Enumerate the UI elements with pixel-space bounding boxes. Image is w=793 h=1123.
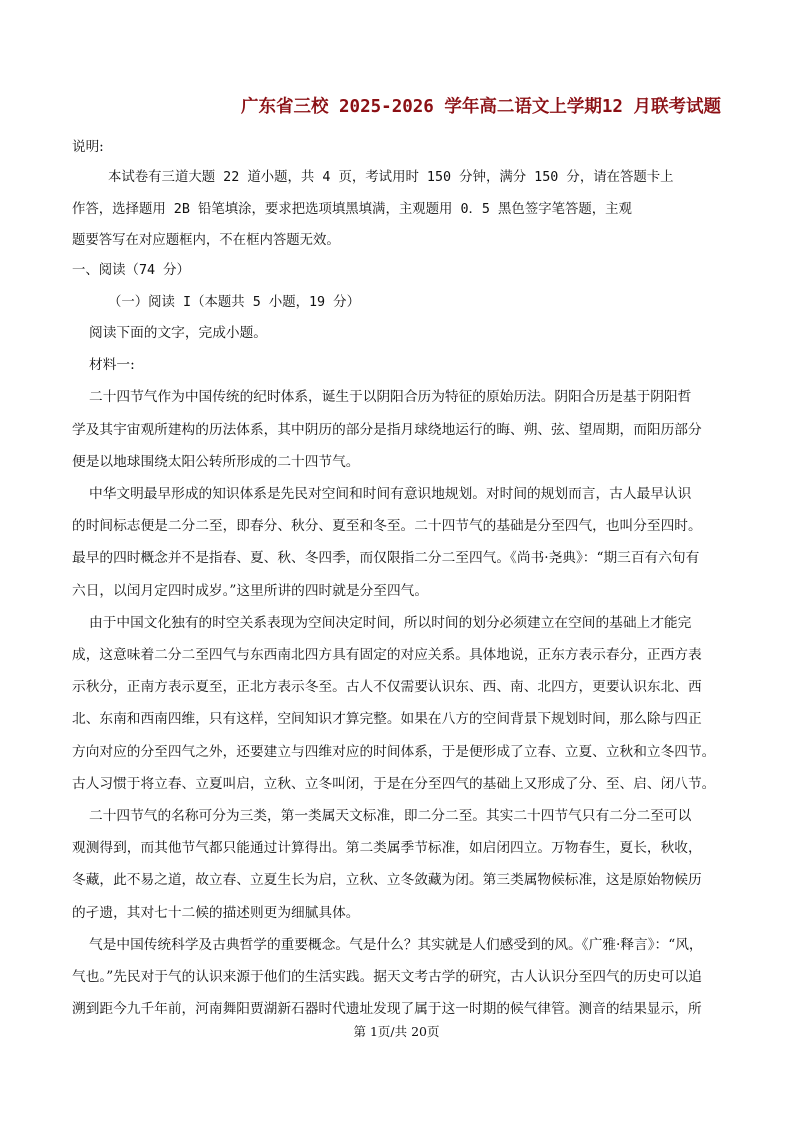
section-intro [72, 255, 732, 318]
passage-line: 溯到距今九千年前，河南舞阳贾湖新石器时代遗址发现了属于这一时期的候气律管。测音的结果显示，所 [72, 1001, 702, 1018]
passage-line: 的时间标志便是二分二至，即春分、秋分、夏至和冬至。二十四节气的基础是分至四气，也叫分至四时。 [72, 518, 702, 535]
reading-prompt: 阅读下面的文字，完成小题。 [89, 325, 267, 341]
passage-line: 中华文明最早形成的知识体系是先民对空间和时间有意识地规划。对时间的规划而言，古人最早认识 [89, 486, 692, 503]
instruction-line: 作答，选择题用 2B 铅笔填涂，要求把选项填黑填满，主观题用 0．5 黑色签字笔答题，主观 [72, 201, 632, 217]
passage-line: 古人习惯于将立春、立夏叫启，立秋、立冬叫闭，于是在分至四气的基础上又形成了分、至、启、闭八节。 [72, 775, 716, 792]
instruction-line: 本试卷有三道大题 22 道小题，共 4 页，考试用时 150 分钟，满分 150 分，请在答题卡上 [108, 170, 674, 185]
reading-passage [72, 317, 732, 1025]
passage-line: 二十四节气的名称可分为三类，第一类属天文标准，即二分二至。其实二十四节气只有二分二至可以 [89, 808, 692, 825]
passage-line: 冬藏，此不易之道，故立春、立夏生长为启，立秋、立冬敛藏为闭。第三类属物候标准，这是原始物候历 [72, 872, 702, 889]
passage-line: 成，这意味着二分二至四气与东西南北四方具有固定的对应关系。具体地说，正东方表示春分，正西方表 [72, 647, 702, 664]
instructions [72, 162, 732, 257]
page-footer: 第 1页/共 20页 [353, 1024, 440, 1039]
passage-line: 的孑遗，其对七十二候的描述则更为细腻具体。 [72, 904, 360, 921]
passage-line: 气是中国传统科学及古典哲学的重要概念。气是什么？其实就是人们感受到的风。《广雅·释言》：“风， [89, 936, 703, 953]
passage-line: 北、东南和西南四维，只有这样，空间知识才算完整。如果在八方的空间背景下规划时间，那么除与四正 [72, 711, 702, 728]
passage-line: 由于中国文化独有的时空关系表现为空间决定时间，所以时间的划分必须建立在空间的基础上才能完 [89, 614, 692, 631]
passage-line: 观测得到，而其他节气都只能通过计算得出。第二类属季节标准，如启闭四立。万物春生，夏长，秋收， [72, 840, 702, 857]
passage-line: 气也。”先民对于气的认识来源于他们的生活实践。据天文考古学的研究，古人认识分至四气的历史可以追 [72, 969, 702, 986]
section-heading: 一、阅读（74 分） [72, 263, 190, 278]
page-title: 广东省三校 2025-2026 学年高二语文上学期12 月联考试题 [240, 97, 721, 117]
passage-line: 示秋分，正南方表示夏至，正北方表示冬至。古人不仅需要认识东、西、南、北四方，更要认识东北、西 [72, 679, 702, 696]
passage-line: 方向对应的分至四气之外，还要建立与四维对应的时间体系，于是便形成了立春、立夏、立秋和立冬四节。 [72, 743, 716, 760]
passage-line: 六日，以闰月定四时成岁。”这里所讲的四时就是分至四气。 [72, 582, 429, 599]
section-subheading: （一）阅读 I（本题共 5 小题，19 分） [108, 294, 360, 310]
material-label: 材料一: [89, 357, 135, 374]
passage-line: 二十四节气作为中国传统的纪时体系，诞生于以阴阳合历为特征的原始历法。阴阳合历是基于阴阳哲 [89, 389, 692, 406]
passage-line: 学及其宇宙观所建构的历法体系，其中阴历的部分是指月球绕地运行的晦、朔、弦、望周期，而阳历部分 [72, 421, 702, 438]
instruction-line: 题要答写在对应题框内，不在框内答题无效。 [72, 233, 340, 248]
passage-line: 最早的四时概念并不是指春、夏、秋、冬四季，而仅限指二分二至四气。《尚书·尧典》：“期三百有六旬有 [72, 550, 700, 567]
passage-line: 便是以地球围绕太阳公转所形成的二十四节气。 [72, 453, 360, 470]
instructions-heading: 说明: [72, 139, 104, 155]
